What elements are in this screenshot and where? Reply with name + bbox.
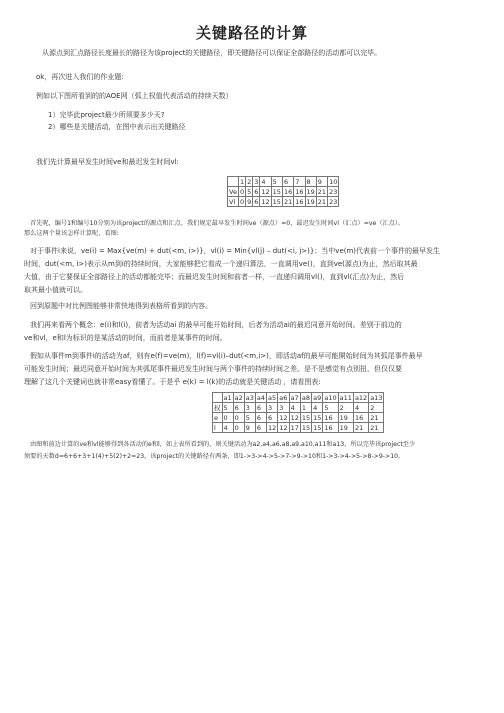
table-cell: 19 [306, 187, 315, 196]
activity-table [212, 392, 384, 433]
question-2: 2）哪些是关键活动，在图中表示出关键路径 [48, 123, 186, 131]
table-cell: 21 [283, 197, 293, 206]
table-cell: 9 [316, 177, 327, 187]
table-cell: 5 [323, 403, 338, 413]
table-row [213, 423, 384, 433]
table-cell: 4 [222, 423, 233, 433]
table-cell: 3 [254, 177, 259, 186]
table-cell: 4 [353, 403, 368, 413]
table-cell: 5 [247, 187, 252, 196]
table-cell: 12 [261, 197, 270, 206]
table-cell: 0 [222, 413, 233, 423]
table-cell: a4 [256, 393, 265, 402]
table-cell [228, 177, 239, 187]
table-cell: a1 [223, 393, 232, 402]
table-cell: 4 [260, 177, 271, 187]
intro-paragraph: 从源点到汇点路径长度最长的路径为该project的关键路径，即关键路径可以保证全部路径的活动都可以完毕。 [42, 49, 382, 57]
table-cell: 21 [353, 423, 368, 433]
table-cell: a11 [339, 393, 352, 402]
table-cell: a9 [313, 393, 322, 402]
ok-line: ok，再次进入我们的作业题: [36, 73, 124, 81]
table-cell: 3 [278, 403, 289, 413]
table-cell: 15 [301, 423, 311, 432]
table-cell: 0 [233, 423, 244, 433]
table-cell: 6 [233, 403, 244, 413]
para-a-line-1: 首先呢，编号1和编号10分别为该project的源点和汇点，我们规定最早发生时间ve（源点）=0，最迟发生时间vl（汇点）=ve（汇点）。 [30, 220, 405, 227]
para-f-line-2: 须要的天数d=6+6+3+1(4)+5(2)+2=23，该project的关键路径有两条，即1->3->4->5->7->9->10和1->3->4->5->8->9->10。 [24, 453, 405, 460]
table-cell: 21 [369, 423, 384, 433]
table-cell: 2 [338, 403, 353, 413]
table-cell: a10 [324, 393, 337, 402]
table-cell: 16 [295, 197, 304, 206]
table-cell: 4 [289, 403, 300, 413]
calc-intro: 我们先计算最早发生时间ve和最迟发生时间vl: [36, 158, 179, 166]
table-cell: 15 [272, 197, 281, 206]
table-cell: a8 [301, 393, 310, 402]
table-cell: a5 [268, 393, 277, 402]
table-cell: 15 [313, 413, 322, 422]
para-d-line-2: ve和vl，e和l为标识的是某活动的时间，而前者是某事件的时间。 [24, 334, 227, 342]
table-cell: 16 [353, 413, 368, 423]
table-cell: 19 [306, 197, 315, 206]
table-cell: 5 [244, 413, 255, 423]
ve-vl-table [227, 176, 339, 207]
table-cell: 7 [294, 177, 305, 187]
table-cell: 1 [300, 403, 311, 413]
table-cell [213, 393, 223, 403]
table-cell: 9 [247, 197, 252, 206]
table-cell: 12 [279, 413, 288, 422]
table-cell: 16 [323, 413, 338, 423]
table-cell: 8 [305, 177, 316, 187]
table-cell: 15 [272, 187, 281, 196]
table-cell: a3 [245, 393, 254, 402]
table-row [213, 393, 384, 403]
para-e-line-1: 假如从事件m到事件i的活动为af，则有e(f)=ve(m)，l(f)=vl(i)–dut(<m,i>)，即活动af的最早可能開始时间为其弧尾事件最早 [30, 352, 423, 360]
table-cell: 0 [239, 187, 245, 196]
para-b-line-3: 大值，由于它要保证全部路径上的活动都能完毕；而最迟发生时间和前者一样，一直递归调用vl()，直到vl(汇点)为止，然后 [24, 273, 405, 281]
table-cell: 10 [329, 177, 338, 186]
table-cell: 12 [279, 423, 288, 432]
table-cell: Vl [228, 197, 239, 207]
table-cell: 6 [282, 177, 293, 187]
table-cell: 4 [312, 403, 323, 413]
table-cell: 3 [244, 403, 255, 413]
table-cell: 3 [267, 403, 278, 413]
table-row [228, 187, 339, 197]
table-cell: 23 [329, 187, 338, 196]
table-cell: a6 [279, 393, 288, 402]
table-cell: 15 [313, 423, 322, 432]
table-cell: l [213, 423, 223, 433]
table-cell: 21 [369, 413, 384, 423]
para-f-line-1: 由图和前边计算的ve和vl能够得到各活动的e和l，如上表所看到的，则关键活动为a2,a4,a6,a8,a9,a10,a11和a13，所以完毕该project至少 [30, 441, 416, 448]
table-cell: 0 [239, 197, 245, 206]
para-d-line-1: 我们再来看两个概念：e(i)和l(i)，前者为活动ai 的最早可能开始时间，后者为活动ai的最迟同意开始时间。差别于前边的 [30, 321, 402, 329]
table-cell: 权 [214, 404, 221, 412]
table-cell: 6 [254, 187, 259, 196]
table-cell: 5 [271, 177, 282, 187]
table-cell: 17 [290, 423, 299, 432]
page-title: 关键路径的计算 [195, 24, 308, 42]
table-cell: 23 [329, 197, 338, 206]
table-cell: 16 [323, 423, 338, 433]
table-cell: 12 [261, 187, 270, 196]
table-cell: a2 [234, 393, 243, 402]
table-cell: 6 [255, 423, 266, 433]
table-row [213, 403, 384, 413]
table-row [228, 177, 339, 187]
table-cell: 21 [317, 197, 327, 206]
table-cell: 16 [283, 187, 293, 196]
para-b-line-4: 取其最小值就可以。 [24, 286, 87, 294]
table-cell: 6 [255, 413, 266, 423]
para-e-line-2: 可能发生时间；最迟同意开始时间为其弧尾事件最迟发生时间与两个事件的持续时间之差。是不是感觉有点别扭，但仅仅要 [24, 365, 402, 373]
para-b-line-2: 时间，dut(<m, i>)表示从m到i的持续时间，大家能够把它看成一个递归算法，一直调用ve()，直到ve(源点)为止，然后取其最 [24, 260, 418, 268]
table-cell: 21 [317, 187, 327, 196]
question-1: 1）完毕此project最少所须要多少天? [48, 111, 165, 119]
table-cell: 9 [244, 423, 255, 433]
para-c: 回到原题中对比例图能够非常快地得到表格所看到的内容。 [30, 302, 212, 310]
table-cell: 6 [254, 197, 259, 206]
table-cell: 19 [338, 413, 353, 423]
table-cell: 6 [267, 413, 278, 423]
table-cell: 0 [233, 413, 244, 423]
table-cell: 19 [338, 423, 353, 433]
table-cell: Ve [229, 187, 237, 196]
table-cell: 2 [247, 177, 252, 186]
table-cell: 16 [295, 187, 304, 196]
table-cell: a7 [290, 393, 299, 402]
table-cell: a13 [370, 393, 383, 402]
para-b-line-1: 对于事件i来说，ve(i) = Max{ve(m) + dut(<m, i>)}，vl(i) = Min{vl(j) – dut(<i, j>)}；当中ve(m)代表前一个事件的最早发生 [30, 247, 441, 255]
table-cell: 15 [301, 413, 311, 422]
table-cell: 2 [369, 403, 384, 413]
table-row [213, 413, 384, 423]
table-cell: e [213, 413, 223, 423]
table-cell: 1 [239, 177, 245, 186]
table-cell: 12 [290, 413, 299, 422]
table-cell: a12 [354, 393, 368, 402]
table-cell: 12 [268, 423, 277, 432]
para-a-line-2: 那么这两个量该怎样计算呢，看图: [24, 230, 119, 237]
example-line: 例如以下图所看到的的AOE网（弧上权值代表活动的持续天数） [36, 92, 233, 100]
para-e-line-3: 理解了这几个关键词也就非常easy看懂了。于是乎 e(k) = l(k)的活动就是关键活动 ，请看图表: [24, 378, 321, 386]
table-cell: 6 [255, 403, 266, 413]
table-row [228, 197, 339, 207]
table-cell: 5 [222, 403, 233, 413]
